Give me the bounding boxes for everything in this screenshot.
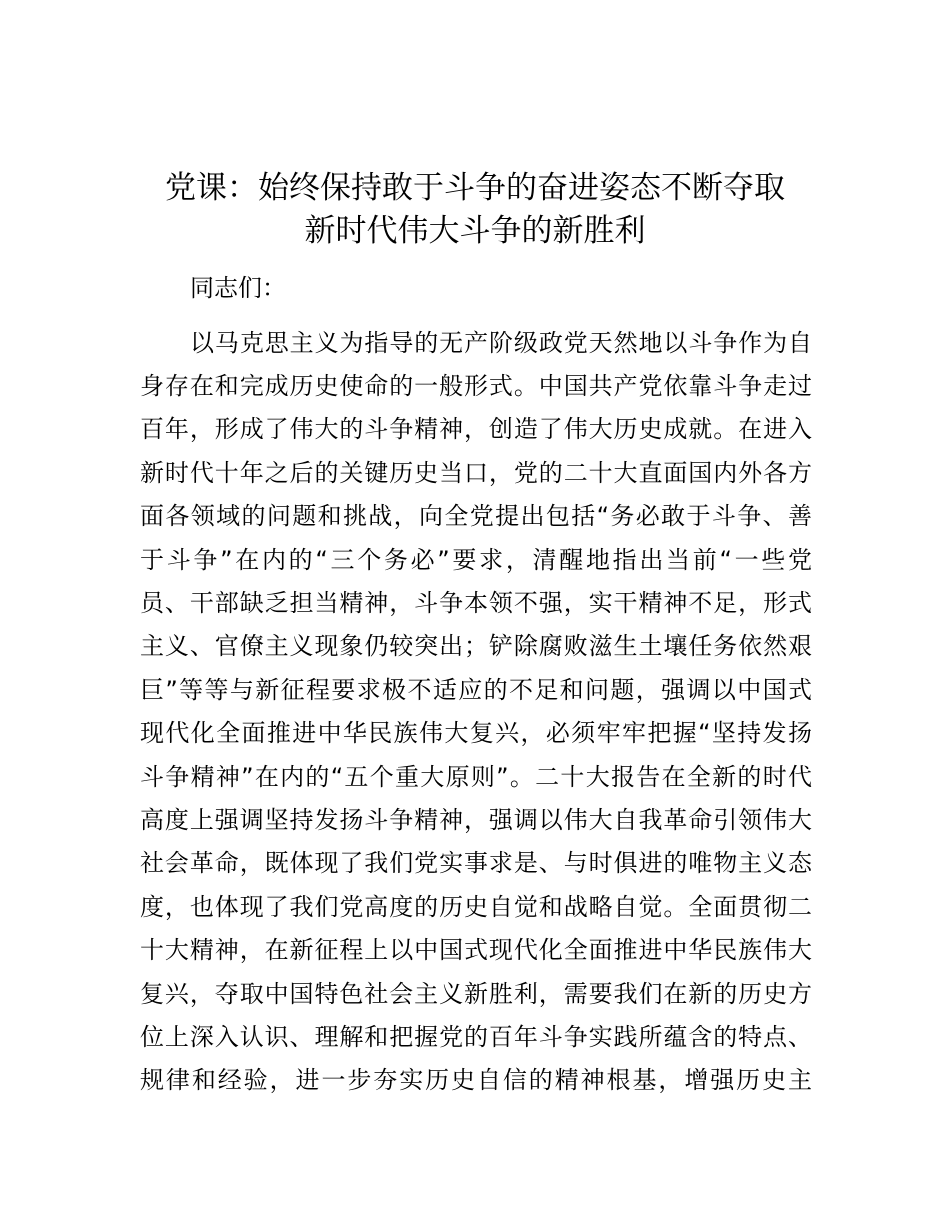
paragraph-line: 员、干部缺乏担当精神，斗争本领不强，实干精神不足，形式 bbox=[140, 589, 812, 617]
paragraph-line: 面各领域的问题和挑战，向全党提出包括“务必敢于斗争、善 bbox=[140, 502, 812, 530]
salutation: 同志们： bbox=[190, 274, 286, 302]
paragraph-line: 现代化全面推进中华民族伟大复兴，必须牢牢把握“坚持发扬 bbox=[140, 719, 812, 747]
paragraph-line: 复兴，夺取中国特色社会主义新胜利，需要我们在新的历史方 bbox=[140, 980, 812, 1008]
paragraph-line: 百年，形成了伟大的斗争精神，创造了伟大历史成就。在进入 bbox=[140, 415, 812, 443]
paragraph-line: 度，也体现了我们党高度的历史自觉和战略自觉。全面贯彻二 bbox=[140, 893, 812, 921]
document-title-line-1: 党课：始终保持敢于斗争的奋进姿态不断夺取 bbox=[165, 170, 785, 206]
paragraph-line: 巨”等等与新征程要求极不适应的不足和问题，强调以中国式 bbox=[140, 676, 812, 704]
paragraph-line: 于斗争”在内的“三个务必”要求，清醒地指出当前“一些党 bbox=[140, 546, 812, 574]
paragraph-line: 位上深入认识、理解和把握党的百年斗争实践所蕴含的特点、 bbox=[140, 1023, 812, 1051]
paragraph-line: 身存在和完成历史使命的一般形式。中国共产党依靠斗争走过 bbox=[140, 372, 812, 400]
paragraph-line: 主义、官僚主义现象仍较突出；铲除腐败滋生土壤任务依然艰 bbox=[140, 632, 812, 660]
paragraph-line: 新时代十年之后的关键历史当口，党的二十大直面国内外各方 bbox=[140, 459, 812, 487]
document-title-line-2: 新时代伟大斗争的新胜利 bbox=[304, 213, 646, 249]
paragraph-line: 以马克思主义为指导的无产阶级政党天然地以斗争作为自 bbox=[190, 329, 812, 357]
paragraph-line: 斗争精神”在内的“五个重大原则”。二十大报告在全新的时代 bbox=[140, 763, 812, 791]
paragraph-line: 十大精神，在新征程上以中国式现代化全面推进中华民族伟大 bbox=[140, 936, 812, 964]
paragraph-line: 社会革命，既体现了我们党实事求是、与时俱进的唯物主义态 bbox=[140, 849, 812, 877]
paragraph-line: 高度上强调坚持发扬斗争精神，强调以伟大自我革命引领伟大 bbox=[140, 806, 812, 834]
paragraph-line: 规律和经验，进一步夯实历史自信的精神根基，增强历史主 bbox=[140, 1066, 812, 1094]
